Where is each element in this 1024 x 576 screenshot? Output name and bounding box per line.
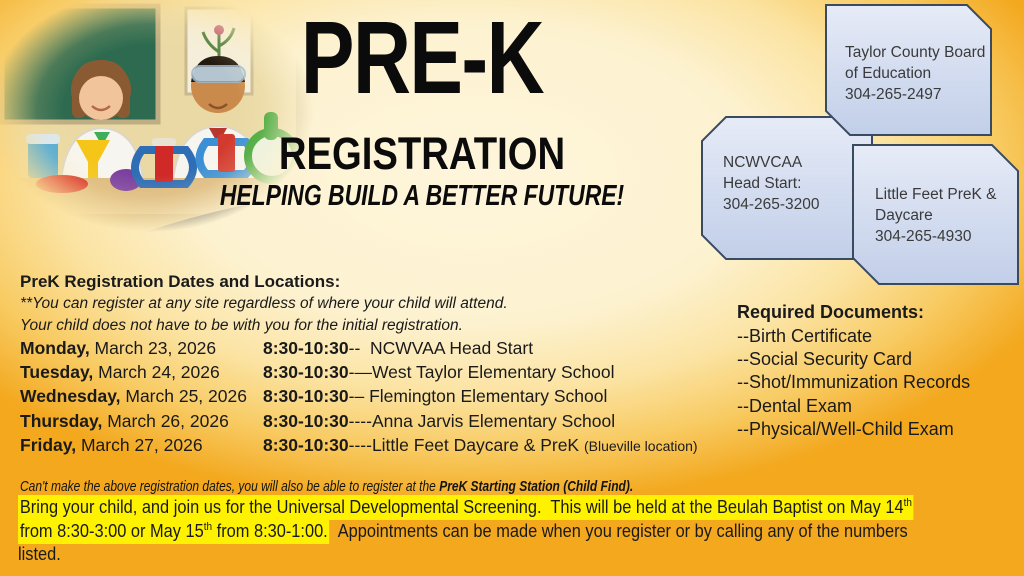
schedule-separator: -— — [348, 362, 372, 383]
document-item: --Dental Exam — [737, 395, 853, 416]
screening-line-3 — [18, 543, 1019, 567]
required-documents-heading: Required Documents: — [737, 302, 925, 322]
screening-text: from 8:30-1:00. — [212, 520, 328, 541]
schedule-row — [20, 410, 700, 434]
document-item: --Social Security Card — [737, 349, 913, 370]
document-item: --Birth Certificate — [737, 326, 873, 346]
schedule-date — [20, 410, 263, 433]
tagline: HELPING BUILD A BETTER FUTURE! — [219, 180, 625, 212]
highlighted-text — [18, 519, 330, 544]
schedule-day: Wednesday, — [20, 386, 121, 407]
highlighted-text — [18, 495, 914, 520]
schedule-note-2: Your child does not have to be with you for the initial registration. — [20, 317, 463, 334]
schedule-day: Thursday, — [20, 410, 103, 431]
schedule-date — [20, 337, 263, 360]
contact-line: Head Start: — [723, 175, 802, 192]
schedule-date — [20, 385, 263, 408]
schedule-day: Monday, — [20, 338, 90, 358]
table-edge — [0, 214, 336, 262]
schedule-location: Little Feet Daycare & PreK — [371, 434, 584, 455]
contact-box-taylor-county — [845, 42, 985, 105]
schedule-day: Tuesday, — [20, 362, 94, 383]
contact-phone: 304-265-4930 — [875, 228, 972, 245]
schedule-time: 8:30-10:30 — [263, 338, 349, 358]
schedule-date-text: March 25, 2026 — [120, 386, 247, 407]
schedule-row — [20, 434, 700, 458]
footnote-bold-text: PreK Starting Station (Child Find). — [439, 478, 634, 496]
schedule-location-note: (Blueville location) — [583, 437, 698, 454]
schedule-time: 8:30-10:30 — [263, 410, 349, 431]
contact-line: Daycare — [875, 207, 933, 224]
schedule-note-1: **You can register at any site regardless of where your child will attend. — [20, 295, 508, 312]
schedule-date-text: March 26, 2026 — [102, 410, 229, 431]
schedule-location: Flemington Elementary School — [369, 386, 608, 407]
document-item: --Shot/Immunization Records — [737, 372, 971, 393]
screening-text: listed. — [18, 544, 61, 565]
contact-line: of Education — [845, 65, 932, 82]
contact-box-little-feet — [875, 184, 996, 247]
schedule-row — [20, 385, 700, 409]
schedule-row — [20, 361, 700, 385]
schedule-separator: -- — [348, 338, 371, 358]
ordinal-superscript: th — [903, 497, 912, 509]
schedule-date-text: March 24, 2026 — [93, 362, 220, 383]
document-item: --Physical/Well-Child Exam — [737, 418, 954, 439]
schedule-section — [20, 270, 700, 495]
schedule-date — [20, 434, 263, 457]
contact-line: Taylor County Board — [845, 44, 986, 61]
screening-paragraph — [18, 496, 1019, 567]
schedule-row — [20, 337, 700, 361]
schedule-location: Anna Jarvis Elementary School — [371, 410, 616, 431]
schedule-location: NCWVAA Head Start — [370, 338, 534, 358]
required-documents-section — [737, 299, 970, 441]
contact-line: NCWVCAA — [723, 154, 803, 171]
schedule-time: 8:30-10:30 — [263, 434, 349, 455]
contact-phone: 304-265-2497 — [845, 86, 942, 103]
screening-text: Bring your child, and join us for the Universal Developmental Screening. This will be held at the Beulah Baptist on May 14 — [19, 497, 904, 517]
schedule-date-text: March 23, 2026 — [89, 338, 217, 358]
child-find-footnote — [20, 478, 634, 496]
contact-phone: 304-265-3200 — [723, 196, 820, 213]
screening-text: from 8:30-3:00 or May 15 — [19, 520, 204, 541]
schedule-date — [20, 361, 263, 384]
screening-line-2 — [18, 520, 1019, 544]
schedule-time: 8:30-10:30 — [263, 386, 349, 407]
schedule-separator: -– — [348, 386, 370, 407]
schedule-separator: ---- — [348, 410, 372, 431]
contact-box-ncwvcaa — [723, 152, 820, 215]
screening-text: Appointments can be made when you register or by calling any of the numbers — [329, 520, 908, 541]
page-subtitle: REGISTRATION — [278, 128, 566, 179]
schedule-separator: ---- — [348, 434, 372, 455]
ordinal-superscript: th — [203, 520, 213, 533]
schedule-day: Friday, — [20, 434, 77, 455]
screening-line-1 — [18, 496, 1019, 520]
contact-line: Little Feet PreK & — [875, 186, 997, 203]
schedule-location: West Taylor Elementary School — [371, 362, 615, 383]
schedule-heading: PreK Registration Dates and Locations: — [20, 272, 341, 291]
footnote-text: Can't make the above registration dates, you will also be able to register at the — [20, 478, 440, 496]
schedule-time: 8:30-10:30 — [263, 362, 349, 383]
page-title: PRE-K — [300, 0, 544, 115]
schedule-date-text: March 27, 2026 — [76, 434, 203, 455]
